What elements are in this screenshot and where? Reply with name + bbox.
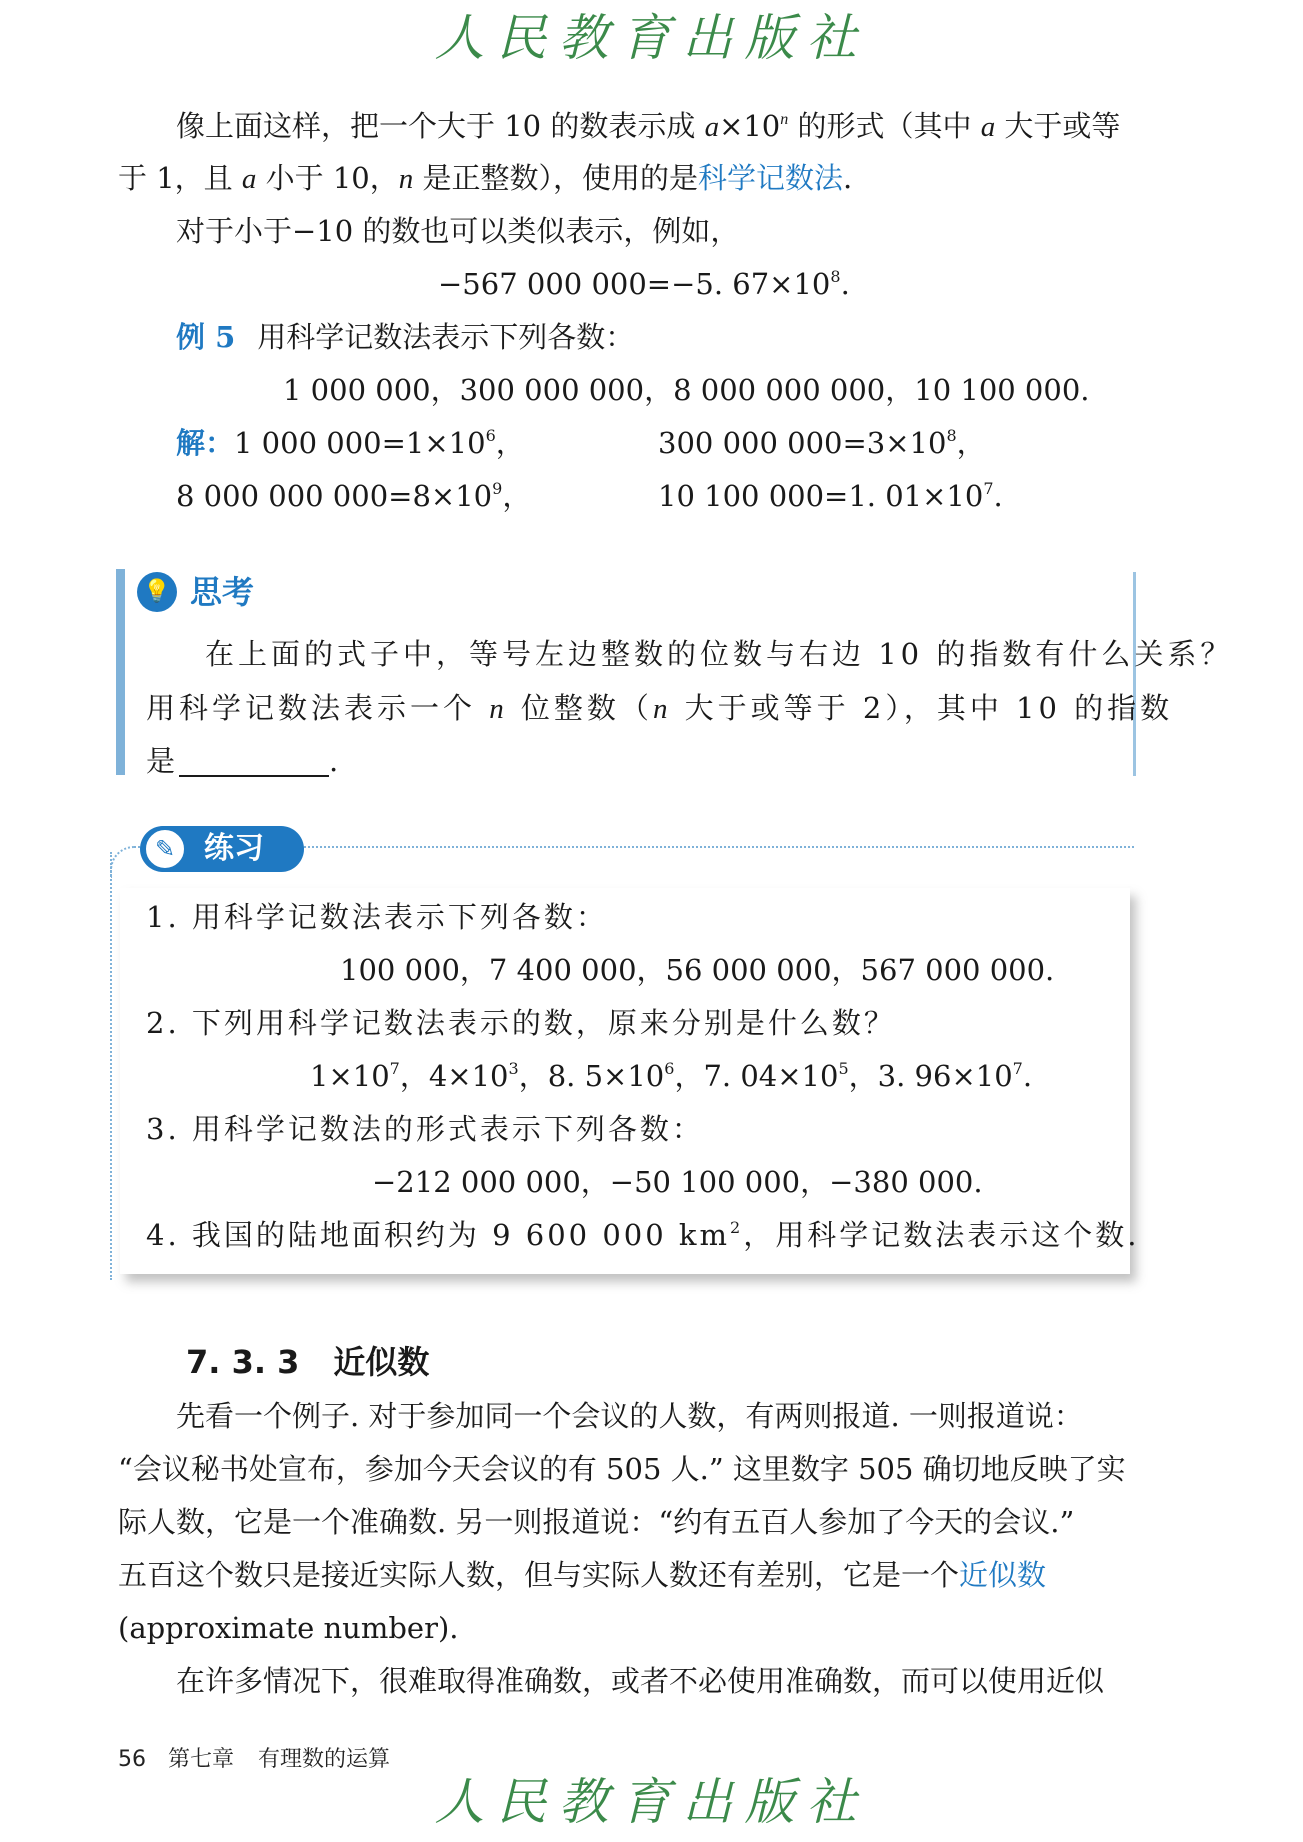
think-title: 思考 — [190, 573, 255, 611]
think-line-3: 是 . — [146, 744, 343, 778]
section-p1-line-3: 际人数，它是一个准确数. 另一则报道说：“约有五百人参加了今天的会议.” — [118, 1505, 1075, 1539]
practice-border-top — [300, 846, 1134, 848]
think-box-right-bar — [1133, 572, 1136, 776]
q2-item: $1\times 10^7$， — [310, 1059, 429, 1093]
section-p1-line-5: (approximate number). — [118, 1611, 459, 1645]
publisher-logo-top: 人民教育出版社 — [434, 9, 869, 67]
answer-blank[interactable] — [179, 747, 329, 777]
intro-line-1: 像上面这样，把一个大于 10 的数表示成 $a\times 10^n$ 的形式（其中 a 大于或等 — [176, 109, 1121, 143]
section-title: 近似数 — [333, 1343, 430, 1381]
example-numbers: 1 000 000，300 000 000，8 000 000 000，10 100 000. — [283, 373, 1090, 407]
q2-item: $4\times 10^3$， — [428, 1059, 548, 1093]
publisher-logo-bottom: 人民教育出版社 — [434, 1773, 869, 1831]
think-box-left-bar — [116, 569, 125, 775]
example-label: 例 5 — [176, 320, 236, 354]
chapter-label: 第七章 — [168, 1747, 235, 1772]
intro-line-2: 于 1，且 a 小于 10，n 是正整数），使用的是科学记数法. — [118, 161, 853, 195]
solution-4: 10 100 000=1. $01\times 10^7$. — [658, 479, 1003, 513]
term-approximate-number: 近似数 — [959, 1558, 1047, 1592]
practice-q2: 2. 下列用科学记数法表示的数，原来分别是什么数？ — [146, 1006, 896, 1040]
section-p1-line-4: 五百这个数只是接近实际人数，但与实际人数还有差别，它是一个近似数 — [118, 1558, 1047, 1592]
pencil-icon: ✎ — [142, 826, 188, 872]
q2-item: 7. $04\times 10^5$， — [703, 1059, 878, 1093]
practice-q3-numbers: −212 000 000，−50 100 000，−380 000. — [372, 1165, 983, 1199]
chapter-title: 有理数的运算 — [258, 1747, 391, 1772]
section-heading — [186, 1340, 429, 1384]
think-line-1: 在上面的式子中，等号左边整数的位数与右边 10 的指数有什么关系？ — [205, 637, 1234, 671]
term-scientific-notation: 科学记数法 — [697, 161, 843, 195]
section-p2-line-1: 在许多情况下，很难取得准确数，或者不必使用准确数，而可以使用近似 — [176, 1664, 1105, 1698]
solution-3: 8 000 000 $000=8\times 10^9$， — [176, 479, 532, 513]
intro-line-3: 对于小于−10 的数也可以类似表示，例如， — [176, 214, 740, 248]
practice-q4: 4. 我国的陆地面积约为 9 600 000 $km^2$，用科学记数法表示这个数. — [146, 1218, 1140, 1252]
practice-q3: 3. 用科学记数法的形式表示下列各数： — [146, 1112, 704, 1146]
q2-item: 3. $96\times 10^7$. — [877, 1059, 1033, 1093]
practice-border-left — [110, 852, 112, 1280]
practice-q1: 1. 用科学记数法表示下列各数： — [146, 900, 608, 934]
example-heading: 例 5 用科学记数法表示下列各数： — [176, 320, 635, 354]
section-number: 7. 3. 3 — [186, 1343, 300, 1381]
solution-2: 300 000 $000=3\times 10^8$， — [658, 426, 986, 460]
intro-example-equation: −567 000 000=−5. $67\times 10^8$. — [438, 267, 850, 301]
practice-q1-numbers: 100 000，7 400 000，56 000 000，567 000 000. — [340, 953, 1055, 987]
practice-title: 练习 — [204, 831, 264, 866]
page-number: 56 — [118, 1747, 146, 1772]
solution-label: 解： — [176, 426, 235, 460]
section-p1-line-2: “会议秘书处宣布，参加今天会议的有 505 人.” 这里数字 505 确切地反映了实 — [118, 1452, 1126, 1486]
practice-q2-numbers — [310, 1056, 1032, 1096]
solution-1: 解：1 000 $000=1\times 10^6$， — [176, 426, 525, 460]
lightbulb-icon: 💡 — [137, 572, 177, 612]
q2-item: 8. $5\times 10^6$， — [547, 1059, 704, 1093]
think-line-2: 用科学记数法表示一个 n 位整数（n 大于或等于 2），其中 10 的指数 — [146, 691, 1174, 725]
page-footer — [118, 1745, 390, 1775]
section-p1-line-1: 先看一个例子. 对于参加同一个会议的人数，有两则报道. 一则报道说： — [176, 1399, 1083, 1433]
